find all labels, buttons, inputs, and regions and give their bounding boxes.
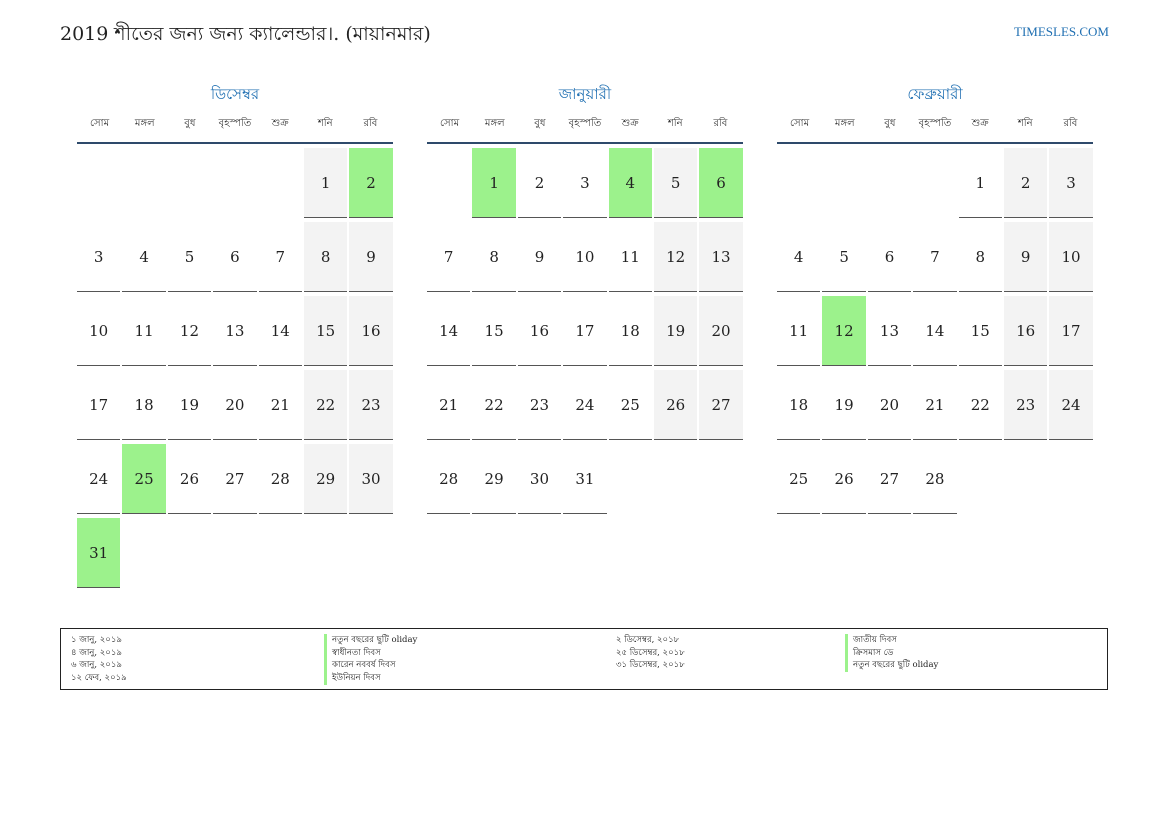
day-cell[interactable]: 9 — [349, 222, 392, 292]
empty-cell — [822, 148, 865, 217]
day-grid — [777, 148, 1093, 518]
weekday-label: মঙ্গল — [834, 118, 855, 129]
day-cell[interactable]: 18 — [777, 370, 820, 440]
day-cell[interactable]: 22 — [959, 370, 1002, 440]
day-cell[interactable]: 22 — [472, 370, 515, 440]
day-cell[interactable]: 3 — [77, 222, 120, 292]
day-cell[interactable]: 13 — [868, 296, 911, 366]
day-cell[interactable]: 8 — [304, 222, 347, 292]
day-cell[interactable]: 13 — [213, 296, 256, 366]
day-cell[interactable]: 29 — [304, 444, 347, 514]
weekday-label: বুধ — [884, 118, 896, 129]
day-cell[interactable]: 26 — [168, 444, 211, 514]
day-cell[interactable]: 2 — [518, 148, 561, 218]
day-cell[interactable]: 24 — [1049, 370, 1092, 440]
day-cell[interactable]: 7 — [259, 222, 302, 292]
empty-cell — [77, 148, 120, 217]
month-name: ডিসেম্বর — [210, 85, 260, 103]
day-cell[interactable]: 15 — [959, 296, 1002, 366]
legend-holiday-name: জাতীয় দিবস — [845, 634, 938, 647]
day-cell[interactable]: 24 — [77, 444, 120, 514]
legend-date: ৬ জানু, ২০১৯ — [71, 660, 122, 671]
day-cell[interactable]: 16 — [349, 296, 392, 366]
day-cell[interactable]: 20 — [868, 370, 911, 440]
legend-date: ২ ডিসেম্বর, ২০১৮ — [616, 635, 680, 645]
weekday-label: রবি — [363, 118, 378, 129]
day-cell[interactable]: 26 — [654, 370, 697, 440]
legend-holiday-name: ইউনিয়ন দিবস — [324, 672, 417, 685]
day-cell[interactable]: 19 — [168, 370, 211, 440]
day-cell[interactable]: 7 — [427, 222, 470, 292]
month-february — [777, 84, 1093, 518]
day-cell[interactable]: 19 — [654, 296, 697, 366]
legend-holiday-name: কারেন নববর্ষ দিবস — [324, 659, 417, 672]
day-cell[interactable]: 5 — [168, 222, 211, 292]
empty-cell — [259, 148, 302, 217]
day-cell[interactable]: 14 — [259, 296, 302, 366]
day-cell[interactable]: 3 — [563, 148, 606, 218]
day-cell[interactable]: 23 — [1004, 370, 1047, 440]
empty-cell — [168, 148, 211, 217]
day-cell[interactable]: 17 — [1049, 296, 1092, 366]
day-cell[interactable]: 13 — [699, 222, 742, 292]
day-cell[interactable]: 1 — [304, 148, 347, 218]
day-cell[interactable]: 20 — [213, 370, 256, 440]
day-cell[interactable]: 16 — [1004, 296, 1047, 366]
day-cell[interactable]: 16 — [518, 296, 561, 366]
empty-cell — [913, 148, 956, 217]
weekday-label: বৃহস্পতি — [918, 118, 952, 129]
day-cell[interactable]: 25 — [609, 370, 652, 440]
day-cell-holiday[interactable]: 1 — [472, 148, 515, 218]
day-cell[interactable]: 4 — [122, 222, 165, 292]
day-cell[interactable]: 24 — [563, 370, 606, 440]
day-cell[interactable]: 17 — [77, 370, 120, 440]
day-cell[interactable]: 23 — [349, 370, 392, 440]
day-cell[interactable]: 27 — [213, 444, 256, 514]
day-cell[interactable]: 12 — [168, 296, 211, 366]
day-cell[interactable]: 11 — [122, 296, 165, 366]
day-cell[interactable]: 26 — [822, 444, 865, 514]
weekday-label: মঙ্গল — [484, 118, 505, 129]
weekday-label: রবি — [713, 118, 728, 129]
day-cell[interactable]: 9 — [1004, 222, 1047, 292]
site-link[interactable]: TIMESLES.COM — [1014, 24, 1109, 39]
day-cell[interactable]: 28 — [259, 444, 302, 514]
empty-cell — [213, 148, 256, 217]
day-cell[interactable]: 19 — [822, 370, 865, 440]
day-cell[interactable]: 10 — [563, 222, 606, 292]
day-cell[interactable]: 15 — [472, 296, 515, 366]
month-name: ফেব্রুয়ারী — [907, 85, 963, 103]
day-cell[interactable]: 12 — [654, 222, 697, 292]
weekday-row — [427, 106, 743, 144]
month-name: জানুয়ারী — [558, 85, 612, 103]
day-cell[interactable]: 28 — [427, 444, 470, 514]
weekday-label: শুক্র — [621, 118, 639, 129]
day-cell[interactable]: 30 — [518, 444, 561, 514]
day-cell[interactable]: 8 — [472, 222, 515, 292]
day-cell[interactable]: 15 — [304, 296, 347, 366]
weekday-label: বৃহস্পতি — [218, 118, 252, 129]
day-cell[interactable]: 28 — [913, 444, 956, 514]
legend-date: ৪ জানু, ২০১৯ — [71, 647, 122, 658]
legend-holiday-name: ক্রিসমাস ডে — [845, 647, 938, 660]
empty-cell — [427, 148, 470, 217]
weekday-label: সোম — [790, 118, 810, 129]
day-cell[interactable]: 2 — [1004, 148, 1047, 218]
weekday-label: বৃহস্পতি — [568, 118, 602, 129]
weekday-label: সোম — [440, 118, 460, 129]
page-title: 2019 শীতের জন্য জন্য ক্যালেন্ডার।. (মায়ানমার) — [60, 23, 431, 45]
day-cell[interactable]: 5 — [822, 222, 865, 292]
legend-left-dates — [71, 634, 127, 685]
weekday-label: বুধ — [534, 118, 546, 129]
day-cell[interactable]: 27 — [699, 370, 742, 440]
day-grid — [427, 148, 743, 518]
day-cell[interactable]: 14 — [427, 296, 470, 366]
legend-right-names — [845, 634, 938, 672]
day-cell[interactable]: 25 — [777, 444, 820, 514]
day-cell[interactable]: 20 — [699, 296, 742, 366]
day-cell[interactable]: 27 — [868, 444, 911, 514]
day-grid — [77, 148, 393, 592]
day-cell[interactable]: 18 — [122, 370, 165, 440]
day-cell-holiday[interactable]: 12 — [822, 296, 865, 366]
day-cell[interactable]: 29 — [472, 444, 515, 514]
legend-date: ১ জানু, ২০১৯ — [71, 635, 122, 645]
day-cell[interactable]: 9 — [518, 222, 561, 292]
day-cell[interactable]: 17 — [563, 296, 606, 366]
day-cell[interactable]: 11 — [777, 296, 820, 366]
day-cell[interactable]: 8 — [959, 222, 1002, 292]
day-cell-holiday[interactable]: 6 — [699, 148, 742, 218]
day-cell[interactable]: 21 — [427, 370, 470, 440]
weekday-label: শনি — [1017, 118, 1033, 129]
empty-cell — [868, 148, 911, 217]
empty-cell — [777, 148, 820, 217]
weekday-label: শুক্র — [971, 118, 989, 129]
legend-left-names — [324, 634, 417, 685]
day-cell[interactable]: 7 — [913, 222, 956, 292]
empty-cell — [122, 148, 165, 217]
day-cell[interactable]: 23 — [518, 370, 561, 440]
legend-right-dates — [616, 634, 685, 672]
day-cell[interactable]: 6 — [868, 222, 911, 292]
day-cell[interactable]: 14 — [913, 296, 956, 366]
day-cell[interactable]: 10 — [77, 296, 120, 366]
legend-holiday-name: স্বাধীনতা দিবস — [324, 647, 417, 660]
day-cell[interactable]: 3 — [1049, 148, 1092, 218]
day-cell[interactable]: 10 — [1049, 222, 1092, 292]
legend-holiday-name: নতুন বছরের ছুটি oliday — [324, 634, 417, 647]
day-cell[interactable]: 5 — [654, 148, 697, 218]
weekday-label: রবি — [1063, 118, 1078, 129]
day-cell-holiday[interactable]: 2 — [349, 148, 392, 218]
legend-date: ৩১ ডিসেম্বর, ২০১৮ — [616, 660, 685, 671]
day-cell[interactable]: 22 — [304, 370, 347, 440]
legend-holiday-name: নতুন বছরের ছুটি oliday — [845, 659, 938, 672]
weekday-row — [77, 106, 393, 144]
day-cell[interactable]: 31 — [563, 444, 606, 514]
day-cell-holiday[interactable]: 4 — [609, 148, 652, 218]
day-cell[interactable]: 30 — [349, 444, 392, 514]
day-cell-holiday[interactable]: 25 — [122, 444, 165, 514]
day-cell[interactable]: 6 — [213, 222, 256, 292]
weekday-row — [777, 106, 1093, 144]
holiday-legend — [60, 628, 1108, 690]
weekday-label: শনি — [667, 118, 683, 129]
legend-date: ১২ ফেব, ২০১৯ — [71, 673, 127, 684]
weekday-label: শুক্র — [271, 118, 289, 129]
day-cell-holiday[interactable]: 31 — [77, 518, 120, 588]
day-cell[interactable]: 21 — [259, 370, 302, 440]
month-january — [427, 84, 743, 518]
weekday-label: মঙ্গল — [134, 118, 155, 129]
weekday-label: শনি — [317, 118, 333, 129]
day-cell[interactable]: 18 — [609, 296, 652, 366]
day-cell[interactable]: 21 — [913, 370, 956, 440]
day-cell[interactable]: 4 — [777, 222, 820, 292]
weekday-label: সোম — [90, 118, 110, 129]
day-cell[interactable]: 1 — [959, 148, 1002, 218]
legend-date: ২৫ ডিসেম্বর, ২০১৮ — [616, 647, 685, 658]
month-december — [77, 84, 393, 592]
day-cell[interactable]: 11 — [609, 222, 652, 292]
weekday-label: বুধ — [184, 118, 196, 129]
